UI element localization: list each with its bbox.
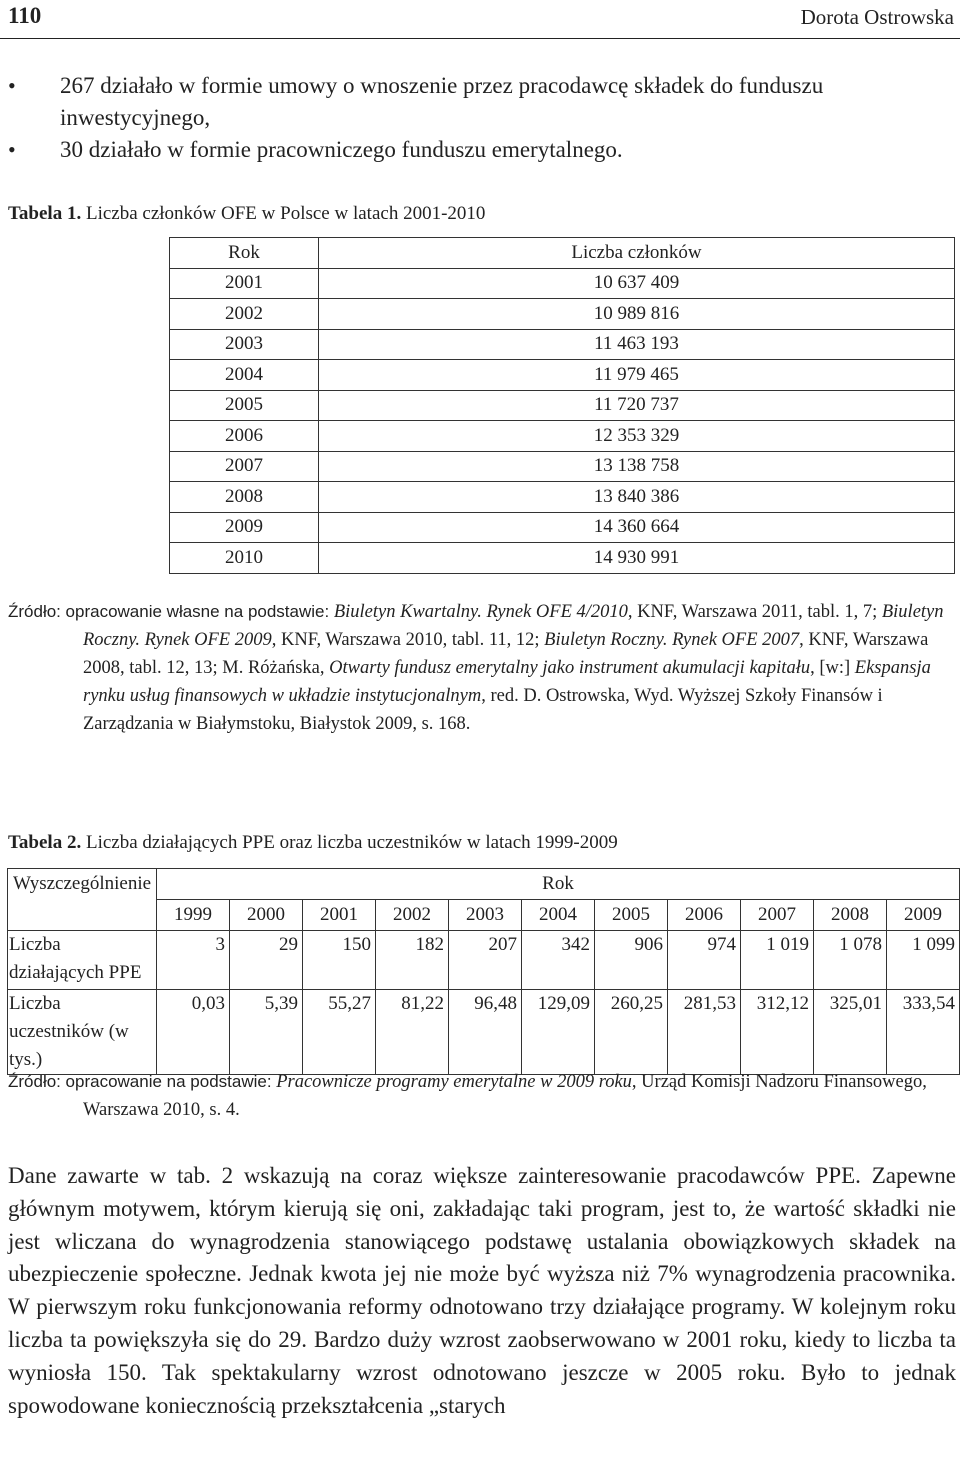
list-item-text: 30 działało w formie pracowniczego funduszu emerytalnego. [60,137,623,162]
table1-caption [8,203,485,225]
value-cell: 96,48 [449,990,522,1075]
table-row [170,512,955,543]
table-row [170,482,955,513]
table-row [170,268,955,299]
header-cell: Rok [170,238,319,269]
year-header-cell: 2002 [376,900,449,931]
table-row [170,390,955,421]
table-row [8,990,960,1075]
corner-header-cell: Wyszczególnienie [8,869,157,931]
running-header [0,0,960,40]
value-cell: 5,39 [230,990,303,1075]
value-cell: 1 099 [887,931,960,990]
value-cell: 906 [595,931,668,990]
table1 [169,237,955,574]
source-text: Źródło: opracowanie na podstawie: Pracownicze programy emerytalne w 2009 roku, Urząd Komisji Nadzoru Finansowego, Warszawa 2010, s. 4. [8,1072,927,1120]
value-cell: 3 [157,931,230,990]
year-header-cell: 2000 [230,900,303,931]
year-cell: 2003 [170,329,319,360]
value-cell: 207 [449,931,522,990]
value-cell: 150 [303,931,376,990]
value-cell: 1 078 [814,931,887,990]
source-label: Źródło: [8,602,61,621]
row-label-cell: Liczba działających PPE [8,931,157,990]
list-item [8,134,958,166]
source-text: Źródło: opracowanie własne na podstawie: Biuletyn Kwartalny. Rynek OFE 4/2010, KNF, Warszawa 2011, tabl. 1, 7; Biuletyn Roczny. Rynek OFE 2009, KNF, Warszawa 2010, tabl. 11, 12; Biuletyn Roczny. Rynek OFE 2007, KNF, Warszawa 2008, tabl. 12, 13; M. Różańska, Otwarty fundusz emerytalny jako instrument akumulacji kapitału, [w:] Ekspansja rynku usług finansowych w układzie instytucjonalnym, red. D. Ostrowska, Wyd. Wyższej Szkoły Finansów i Zarządzania w Białymstoku, Białystok 2009, s. 168. [8,602,944,734]
year-header-cell: 2005 [595,900,668,931]
table2 [7,868,960,1075]
year-header-cell: 2007 [741,900,814,931]
value-cell: 129,09 [522,990,595,1075]
table-row [170,329,955,360]
value-cell: 325,01 [814,990,887,1075]
year-cell: 2002 [170,299,319,330]
year-header-cell: 2001 [303,900,376,931]
row-label-cell: Liczba uczestników (w tys.) [8,990,157,1075]
list-item-text: 267 działało w formie umowy o wnoszenie przez pracodawcę składek do funduszu inwestycyjnego, [60,73,824,130]
body-paragraph: Dane zawarte w tab. 2 wskazują na coraz większe zainteresowanie pracodawców PPE. Zapewne głównym motywem, którym kierują się oni, zakładając taki program, jest to, że wartość składki nie jest wliczana do wynagrodzenia stanowiącego podstawę ustalania obowiązkowych składek na ubezpieczenie społeczne. Jednak kwota jej nie może być wyższa niż 7% wynagrodzenia pracownika. W pierwszym roku funkcjonowania reformy odnotowano trzy działające programy. W kolejnym roku liczba ta powiększyła się do 29. Bardzo duży wzrost zaobserwowano w 2001 roku, kiedy to liczba ta wyniosła 150. Tak spektakularny wzrost odnotowano jeszcze w 2005 roku. Było to jednak spowodowane koniecznością przekształcenia „starych [8,1163,956,1418]
running-author: Dorota Ostrowska [800,5,954,29]
value-cell: 0,03 [157,990,230,1075]
table-row [8,931,960,990]
table-header-row [170,238,955,269]
value-cell: 12 353 329 [319,421,955,452]
table-row [170,360,955,391]
value-cell: 81,22 [376,990,449,1075]
value-cell: 13 840 386 [319,482,955,513]
table2-caption-text: Liczba działających PPE oraz liczba uczestników w latach 1999-2009 [81,832,618,853]
value-cell: 14 360 664 [319,512,955,543]
year-header-cell: 2008 [814,900,887,931]
table2-caption-label: Tabela 2. [8,832,82,853]
header-rule [0,38,960,39]
value-cell: 1 019 [741,931,814,990]
year-cell: 2007 [170,451,319,482]
year-header-cell: 2006 [668,900,741,931]
value-cell: 281,53 [668,990,741,1075]
year-cell: 2010 [170,543,319,574]
year-header-cell: 1999 [157,900,230,931]
value-cell: 342 [522,931,595,990]
value-cell: 974 [668,931,741,990]
bullet-list [8,70,958,166]
bullet-icon: • [8,73,16,98]
value-cell: 13 138 758 [319,451,955,482]
year-cell: 2006 [170,421,319,452]
source-label: Źródło: [8,1072,61,1091]
value-cell: 11 463 193 [319,329,955,360]
list-item [8,70,958,134]
table1-source [8,598,958,738]
year-header-cell: 2004 [522,900,595,931]
value-cell: 182 [376,931,449,990]
value-cell: 11 720 737 [319,390,955,421]
year-header-cell: 2003 [449,900,522,931]
year-cell: 2009 [170,512,319,543]
value-cell: 312,12 [741,990,814,1075]
header-cell: Liczba członków [319,238,955,269]
page-number: 110 [8,3,42,28]
table2-source [8,1068,958,1124]
table2-caption [8,832,618,854]
year-cell: 2005 [170,390,319,421]
table-header-row [8,869,960,900]
value-cell: 10 989 816 [319,299,955,330]
year-header-cell: 2009 [887,900,960,931]
value-cell: 10 637 409 [319,268,955,299]
year-cell: 2004 [170,360,319,391]
value-cell: 14 930 991 [319,543,955,574]
table-row [170,421,955,452]
table-row [170,299,955,330]
table1-caption-label: Tabela 1. [8,203,82,224]
value-cell: 11 979 465 [319,360,955,391]
value-cell: 333,54 [887,990,960,1075]
bullet-icon: • [8,137,16,162]
table-row [170,543,955,574]
value-cell: 55,27 [303,990,376,1075]
table-row [170,451,955,482]
group-header-cell: Rok [157,869,960,900]
value-cell: 260,25 [595,990,668,1075]
year-cell: 2001 [170,268,319,299]
value-cell: 29 [230,931,303,990]
table1-caption-text: Liczba członków OFE w Polsce w latach 2001-2010 [81,203,486,224]
year-cell: 2008 [170,482,319,513]
